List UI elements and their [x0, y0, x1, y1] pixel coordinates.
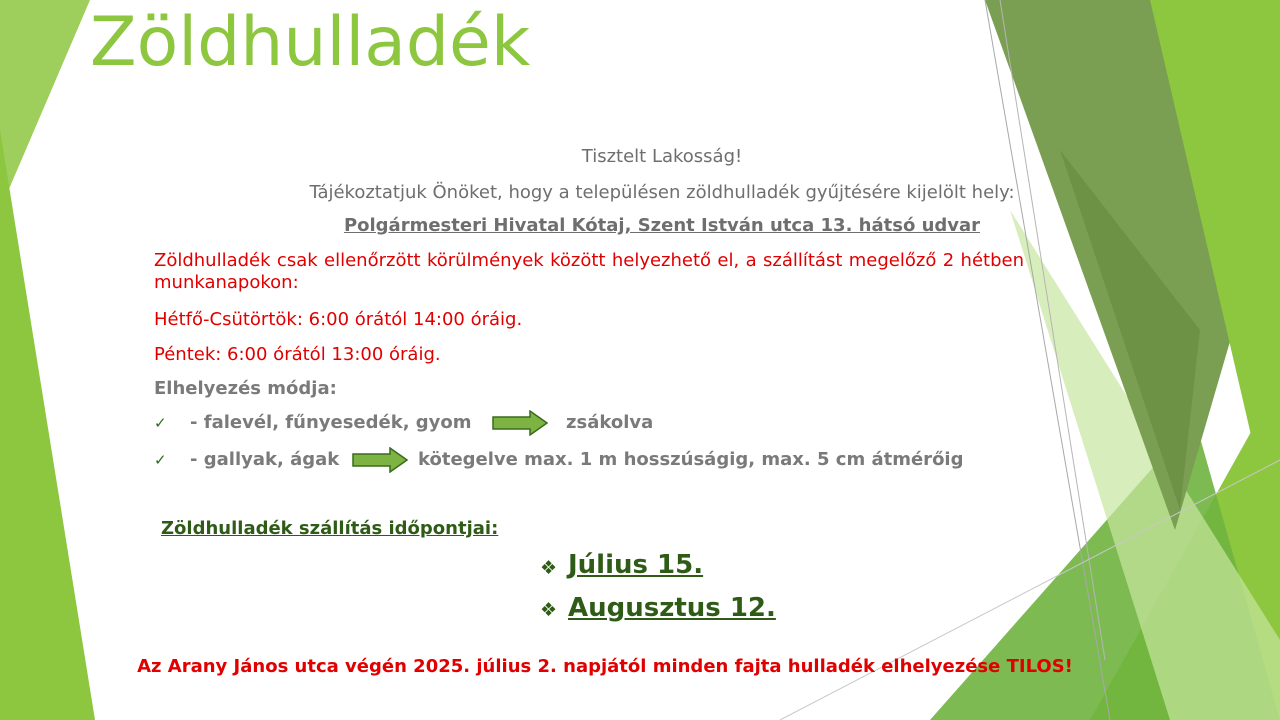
placement-label: Elhelyezés módja:	[154, 378, 337, 399]
collection-address: Polgármesteri Hivatal Kótaj, Szent István utca 13. hátsó udvar	[343, 215, 981, 236]
diamond-bullet-icon: ❖	[540, 599, 558, 621]
diamond-bullet-icon: ❖	[540, 557, 558, 579]
arrow-right-icon	[492, 410, 548, 436]
check-icon: ✓	[154, 414, 167, 432]
arrow-right-icon	[352, 447, 408, 473]
schedule-date: Július 15.	[568, 550, 704, 580]
warning-text: Az Arany János utca végén 2025. július 2. napjától minden fajta hulladék elhelyezése TILOS!	[137, 656, 1073, 677]
page-title: Zöldhulladék	[90, 3, 531, 82]
schedule-title: Zöldhulladék szállítás időpontjai:	[161, 518, 499, 539]
placement-item: - gallyak, ágak	[190, 449, 340, 470]
notice-text: Zöldhulladék csak ellenőrzött körülmények között helyezhető el, a szállítást megelőző 2 hétben munkanapokon:	[154, 250, 1024, 293]
hours-weekdays: Hétfő-Csütörtök: 6:00 órától 14:00 óráig.	[154, 309, 523, 330]
check-icon: ✓	[154, 451, 167, 469]
intro-text: Tájékoztatjuk Önöket, hogy a településen zöldhulladék gyűjtésére kijelölt hely:	[309, 182, 1015, 203]
placement-item: - falevél, fűnyesedék, gyom	[190, 412, 472, 433]
schedule-date: Augusztus 12.	[568, 593, 776, 623]
placement-method: kötegelve max. 1 m hosszúságig, max. 5 cm átmérőig	[418, 449, 964, 470]
hours-friday: Péntek: 6:00 órától 13:00 óráig.	[154, 344, 441, 365]
placement-method: zsákolva	[566, 412, 654, 433]
greeting: Tisztelt Lakosság!	[581, 146, 743, 167]
